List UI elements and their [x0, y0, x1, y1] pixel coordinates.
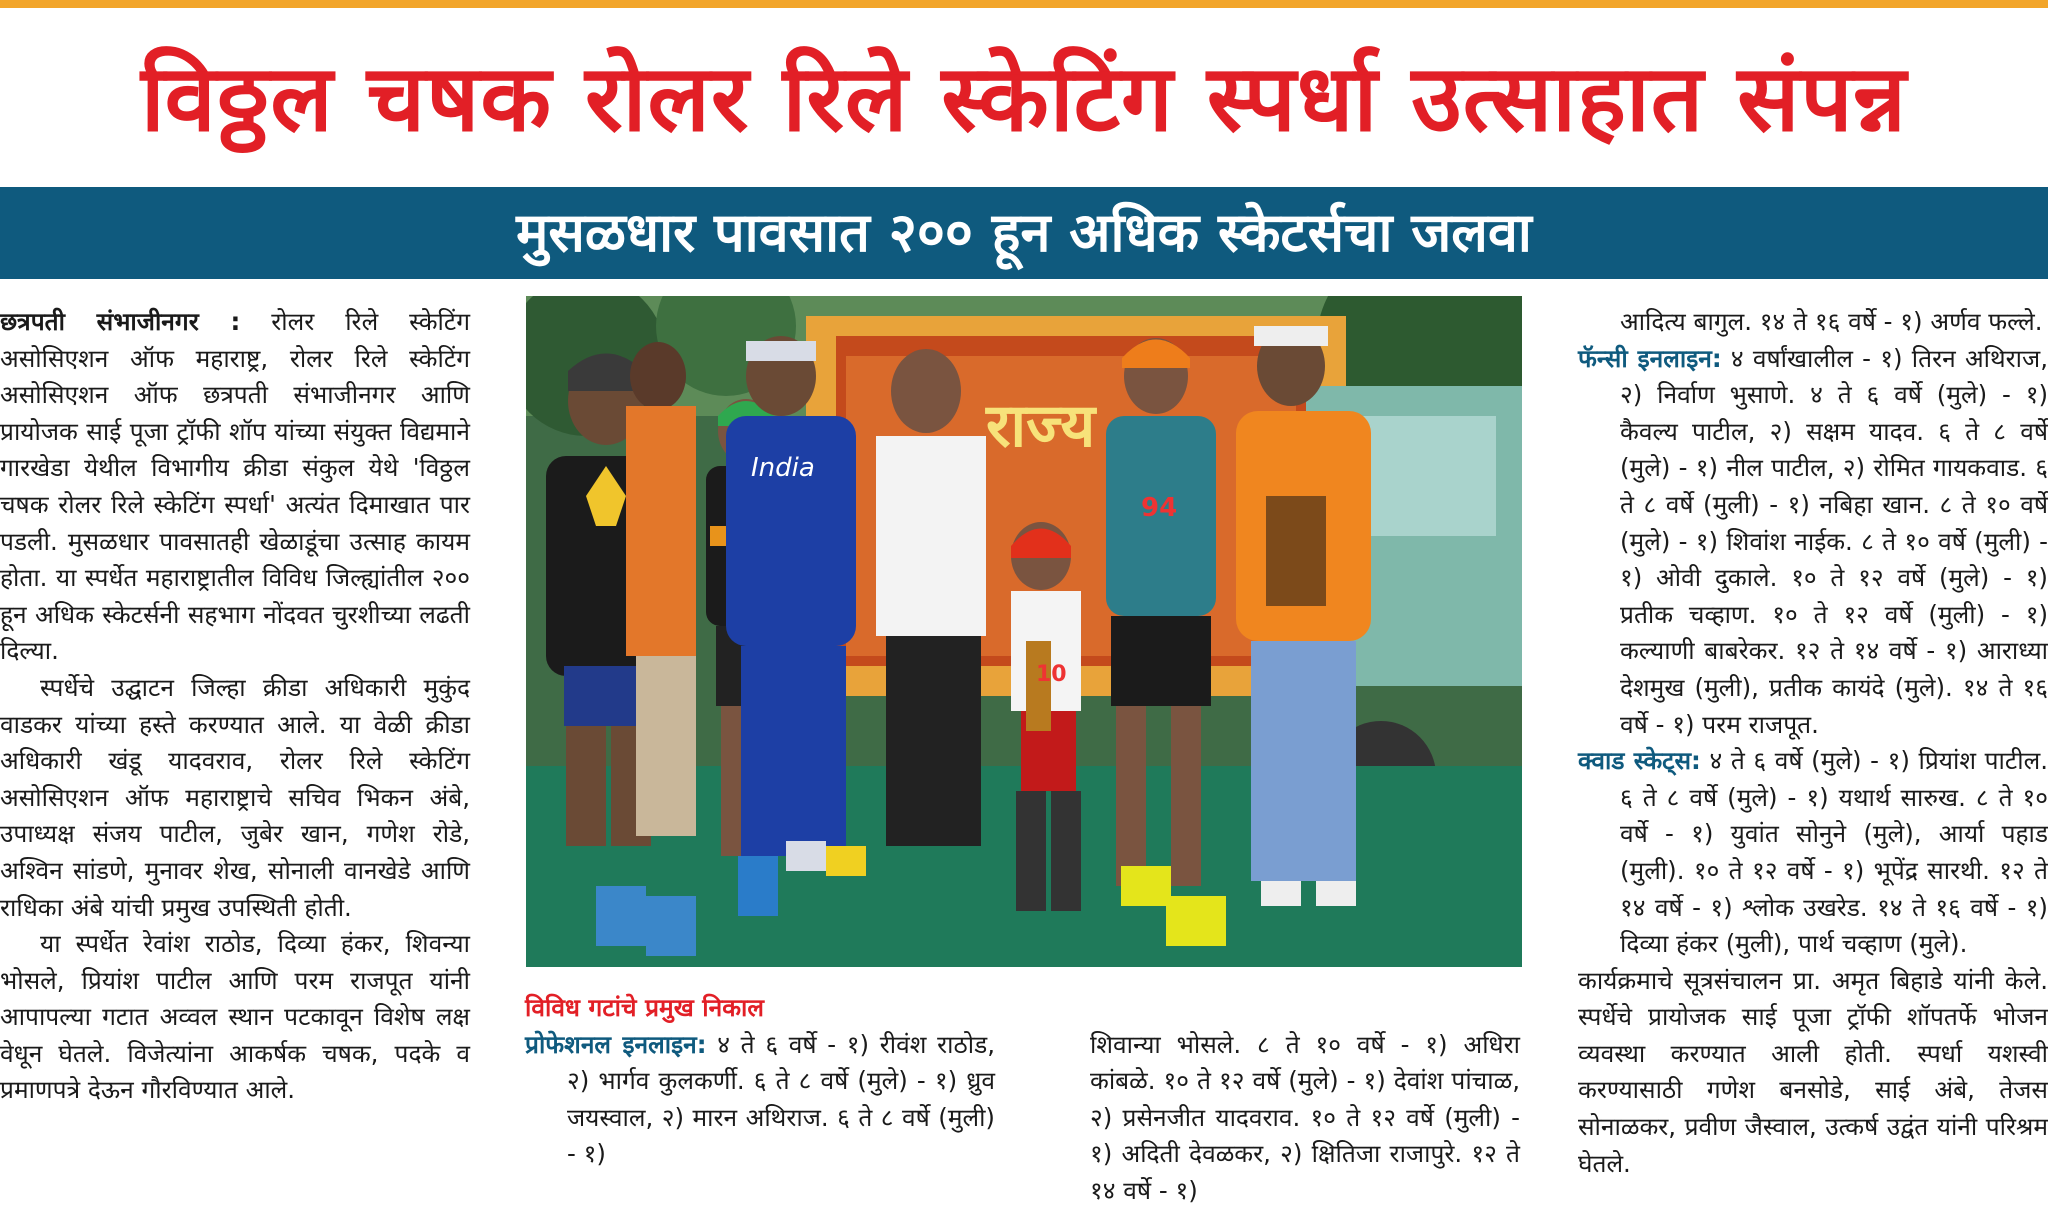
subheadline: मुसळधार पावसात २०० हून अधिक स्केटर्सचा जलवा	[516, 201, 1532, 264]
paragraph-3: या स्पर्धेत रेवांश राठोड, दिव्या हंकर, शिवन्या भोसले, प्रियांश पाटील आणि परम राजपूत यांनी आपापल्या गटात अव्वल स्थान पटकावून विशेष लक्ष वेधून घेतले. विजेत्यांना आकर्षक चषक, पदके व प्रमाणपत्रे देऊन गौरविण्यात आले.	[0, 929, 470, 1105]
paragraph-2: स्पर्धेचे उद्घाटन जिल्हा क्रीडा अधिकारी मुकुंद वाडकर यांच्या हस्ते करण्यात आले. या वेळी क्रीडा अधिकारी खंडू यादवराव, रोलर रिले स्केटिंग असोसिएशन ऑफ महाराष्ट्राचे सचिव भिकन अंबे, उपाध्यक्ष संजय पाटील, जुबेर खान, गणेश रोडे, अश्विन सांडणे, मुनावर शेख, सोनाली वानखेडे आणि राधिका अंबे यांची प्रमुख उपस्थिती होती.	[0, 672, 470, 922]
quad-skates-results	[1578, 743, 2048, 963]
paragraph-1-text: रोलर रिले स्केटिंग असोसिएशन ऑफ महाराष्ट्र, रोलर रिले स्केटिंग असोसिएशन ऑफ छत्रपती संभाजीनगर आणि प्रायोजक साई पूजा ट्रॉफी शॉप यांच्या संयुक्त विद्यमाने गारखेडा येथील विभागीय क्रीडा संकुल येथे 'विठ्ठल चषक रोलर रिले स्केटिंग स्पर्धा' अत्यंत दिमाखात पार पडली. मुसळधार पावसातही खेळाडूंचा उत्साह कायम होता. या स्पर्धेत महाराष्ट्रातील विविध जिल्ह्यांतील २०० हून अधिक स्केटर्सनी सहभाग नोंदवत चुरशीच्या लढती दिल्या.	[0, 307, 471, 666]
professional-inline-text: ४ ते ६ वर्षे - १) रीवंश राठोड, २) भार्गव कुलकर्णी. ६ ते ८ वर्षे (मुले) - १) ध्रुव जयस्वाल, २) मारन अथिराज. ६ ते ८ वर्षे (मुली) - १)	[567, 1029, 995, 1169]
professional-inline-label: प्रोफेशनल इनलाइन:	[525, 1029, 707, 1059]
quad-skates-text: ४ ते ६ वर्षे (मुले) - १) प्रियांश पाटील. ६ ते ८ वर्षे (मुले) - १) यथार्थ सारुख. ८ ते १० वर्षे - १) युवांत सोनुने (मुले), आर्या पहाड (मुली). १० ते १२ वर्षे - १) भूपेंद्र सारथी. १२ ते १४ वर्षे - १) श्लोक उखरेड. १४ ते १६ वर्षे - १) दिव्या हंकर (मुली), पार्थ चव्हाण (मुले).	[1620, 746, 2048, 959]
results-column-a	[525, 990, 995, 1173]
results-column-b	[1090, 990, 1520, 1210]
bib-number: 10	[1036, 662, 1067, 687]
results-title	[525, 990, 995, 1027]
headline: विठ्ठल चषक रोलर रिले स्केटिंग स्पर्धा उत्साहात संपन्न	[140, 45, 1908, 152]
professional-inline-results	[525, 1027, 995, 1173]
person-8	[1236, 326, 1371, 906]
results-title-text: विविध गटांचे प्रमुख निकाल	[525, 993, 764, 1022]
banner-text: राज्य	[986, 391, 1096, 461]
results-continued-text: शिवान्या भोसले. ८ ते १० वर्षे - १) अधिरा कांबळे. १० ते १२ वर्षे (मुले) - १) देवांश पांचाळ, २) प्रसेनजीत यादवराव. १० ते १२ वर्षे (मुली) - १) अदिती देवळकर, २) क्षितिजा राजापुरे. १२ ते १४ वर्षे - १)	[1090, 1029, 1520, 1205]
quad-skates-label: क्वाड स्केट्स:	[1578, 746, 1701, 776]
article-column-3	[1578, 304, 2048, 1182]
article-column-1	[0, 304, 470, 1109]
jersey-text: India	[751, 453, 815, 483]
results-lead-text: आदित्य बागुल. १४ ते १६ वर्षे - १) अर्णव फल्ले.	[1620, 307, 2043, 336]
paragraph-1	[0, 304, 470, 670]
bib-number: 94	[1141, 493, 1178, 523]
fancy-inline-results	[1578, 341, 2048, 744]
results-lead	[1578, 304, 2048, 341]
person-2	[626, 342, 696, 836]
fancy-inline-label: फॅन्सी इनलाइन:	[1578, 343, 1722, 373]
event-photo	[526, 296, 1522, 967]
dateline: छत्रपती संभाजीनगर :	[0, 307, 241, 336]
top-accent-bar	[0, 0, 2048, 8]
fancy-inline-text: ४ वर्षांखालील - १) तिरन अथिराज, २) निर्वाण भुसाणे. ४ ते ६ वर्षे (मुले) - १) कैवल्य पाटील, २) सक्षम यादव. ६ ते ८ वर्षे (मुले) - १) नील पाटील, २) रोमित गायकवाड. ६ ते ८ वर्षे (मुली) - १) नबिहा खान. ८ ते १० वर्षे (मुले) - १) शिवांश नाईक. ८ ते १० वर्षे (मुली) - १) ओवी दुकाले. १० ते १२ वर्षे (मुले) - १) प्रतीक चव्हाण. १० ते १२ वर्षे (मुली) - १) कल्याणी बाबरेकर. १२ ते १४ वर्षे - १) आराध्या देशमुख (मुली), प्रतीक कायंदे (मुले). १४ ते १६ वर्षे - १) परम राजपूत.	[1620, 343, 2048, 739]
closing-paragraph: कार्यक्रमाचे सूत्रसंचालन प्रा. अमृत बिहाडे यांनी केले. स्पर्धेचे प्रायोजक साई पूजा ट्रॉफी शॉपतर्फे भोजन व्यवस्था करण्यात आली होती. स्पर्धा यशस्वी करण्यासाठी गणेश बनसोडे, साई अंबे, तेजस सोनाळकर, प्रवीण जैस्वाल, उत्कर्ष उद्वंत यांनी परिश्रम घेतले.	[1578, 965, 2048, 1178]
results-continued	[1090, 1027, 1520, 1210]
